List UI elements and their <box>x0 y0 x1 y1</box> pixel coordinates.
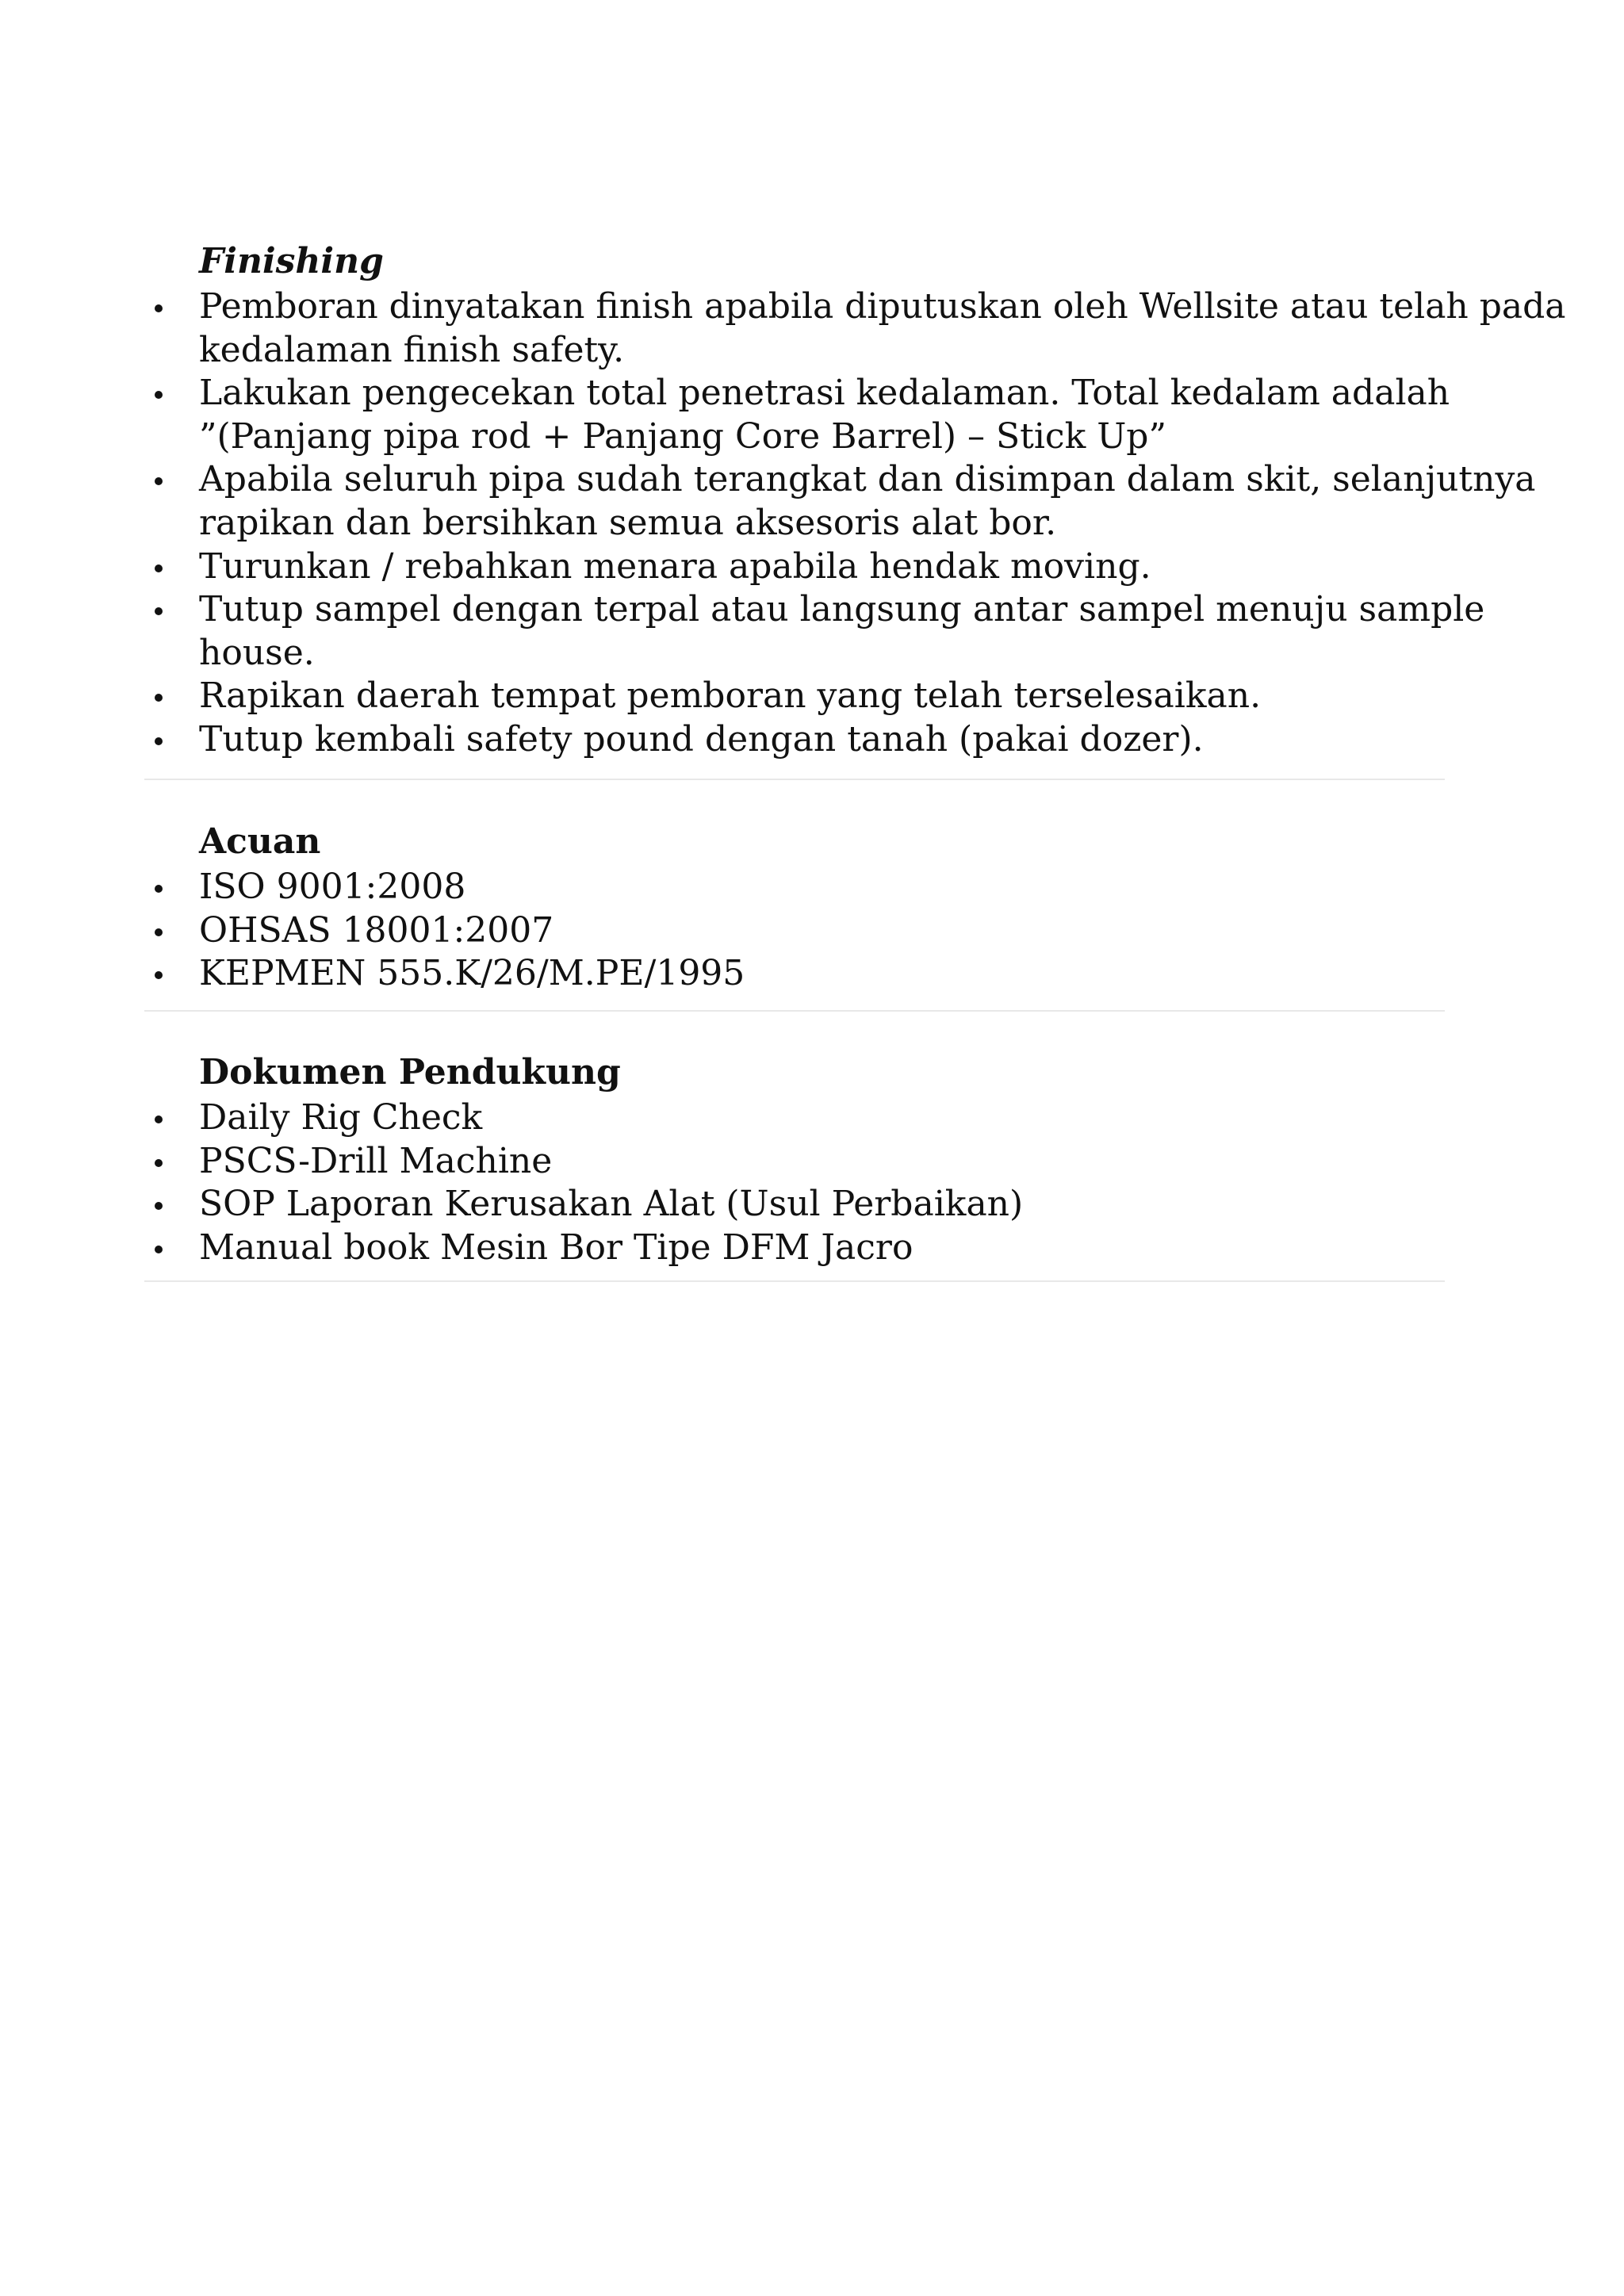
list-item <box>144 718 1445 762</box>
bullet-icon <box>155 477 163 485</box>
list-item-text: kedalaman finish safety. <box>199 329 625 370</box>
bullet-icon <box>155 607 163 615</box>
list-item-text: Apabila seluruh pipa sudah terangkat dan disimpan dalam skit, selanjutnya <box>199 459 1536 500</box>
bullet-icon <box>155 391 163 399</box>
list-item <box>144 1140 1445 1184</box>
bullet-icon <box>155 694 163 702</box>
list-item-text: Manual book Mesin Bor Tipe DFM Jacro <box>199 1226 914 1268</box>
section-divider <box>144 1010 1445 1012</box>
list-item <box>144 458 1536 545</box>
bullet-icon <box>155 1159 163 1167</box>
list-item <box>144 545 1445 589</box>
list-item-text: ISO 9001:2008 <box>199 867 466 907</box>
list-item-text: Rapikan daerah tempat pemboran yang telah terselesaikan. <box>199 675 1262 717</box>
list-item-text: ”(Panjang pipa rod + Panjang Core Barrel) – Stick Up” <box>199 415 1166 457</box>
section-title: Dokumen Pendukung <box>199 1052 621 1093</box>
list-item <box>144 588 1485 675</box>
section-title: Acuan <box>199 821 321 862</box>
list-item-text: rapikan dan bersihkan semua aksesoris alat bor. <box>199 502 1057 543</box>
list-item-text: Daily Rig Check <box>199 1097 483 1138</box>
bullet-icon <box>155 564 163 572</box>
list-item-text: Turunkan / rebahkan menara apabila hendak moving. <box>199 545 1151 587</box>
list-item-text: Tutup sampel dengan terpal atau langsung antar sampel menuju sample <box>199 589 1485 630</box>
list-item <box>144 1226 1445 1270</box>
list-item <box>144 285 1566 372</box>
bullet-icon <box>155 885 163 893</box>
acuan-list <box>144 866 1445 996</box>
bullet-icon <box>155 304 163 312</box>
list-item-text: Pemboran dinyatakan finish apabila diputuskan oleh Wellsite atau telah pada <box>199 286 1566 327</box>
bullet-icon <box>155 737 163 745</box>
list-item <box>144 952 1445 996</box>
list-item <box>144 675 1445 718</box>
list-item-text: PSCS-Drill Machine <box>199 1140 553 1181</box>
list-item-text: Tutup kembali safety pound dengan tanah (pakai dozer). <box>199 718 1204 760</box>
section-title: Finishing <box>199 241 384 281</box>
list-item <box>144 1183 1445 1226</box>
list-item-text: Lakukan pengecekan total penetrasi kedalaman. Total kedalam adalah <box>199 373 1450 414</box>
section-divider <box>144 779 1445 780</box>
list-item <box>144 866 1445 909</box>
list-item <box>144 909 1445 953</box>
bullet-icon <box>155 1115 163 1123</box>
list-item <box>144 1096 1445 1140</box>
list-item-text: house. <box>199 632 315 673</box>
list-item-text: SOP Laporan Kerusakan Alat (Usul Perbaikan) <box>199 1184 1024 1225</box>
finishing-list <box>144 285 1566 762</box>
bullet-icon <box>155 928 163 936</box>
list-item <box>144 372 1450 458</box>
list-item-text: KEPMEN 555.K/26/M.PE/1995 <box>199 953 745 994</box>
bullet-icon <box>155 971 163 979</box>
dokumen-pendukung-list <box>144 1096 1445 1269</box>
bullet-icon <box>155 1202 163 1210</box>
bullet-icon <box>155 1246 163 1253</box>
section-divider <box>144 1280 1445 1282</box>
list-item-text: OHSAS 18001:2007 <box>199 909 554 951</box>
